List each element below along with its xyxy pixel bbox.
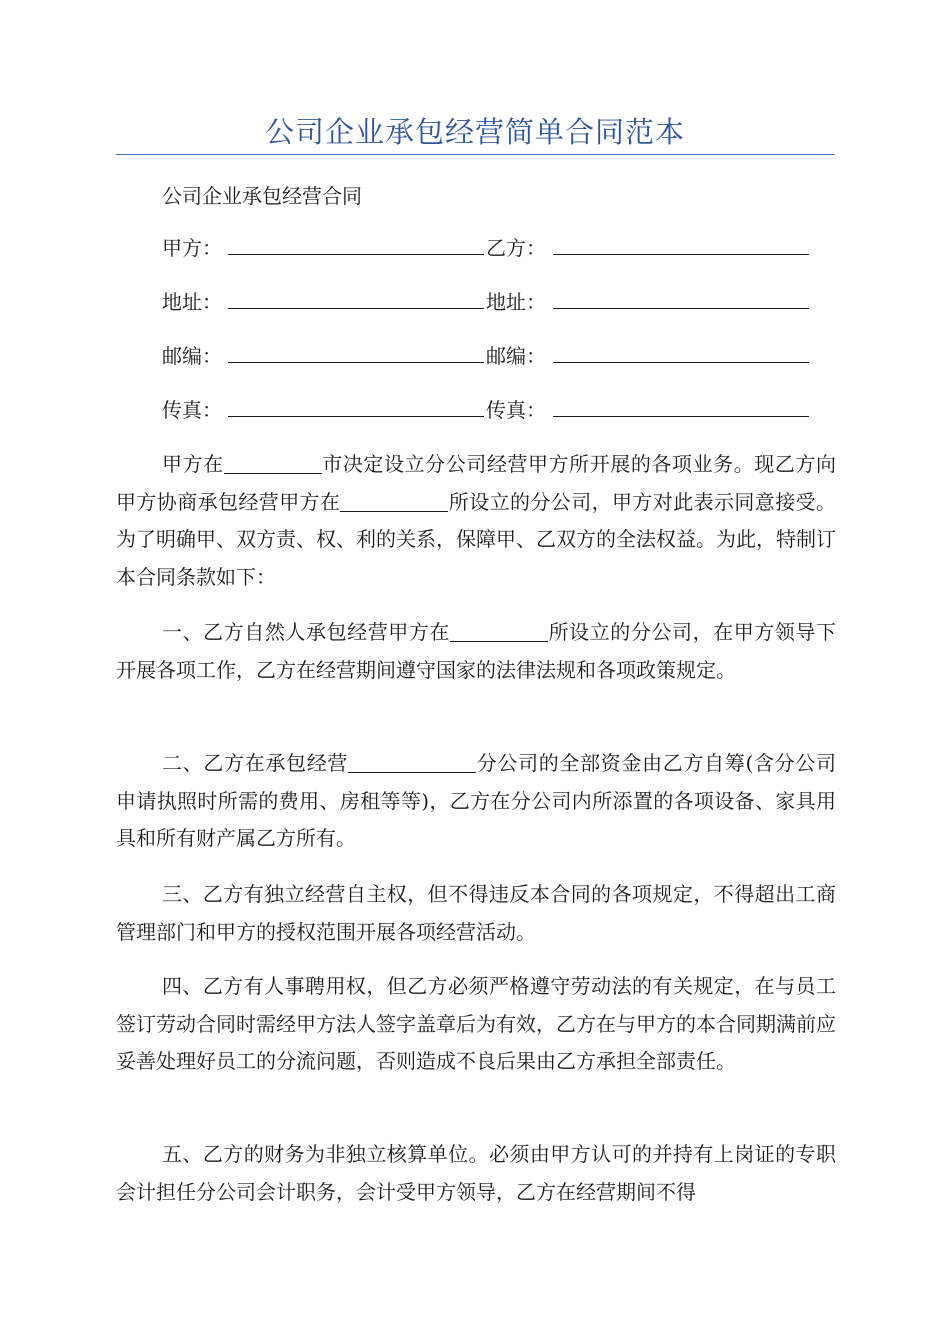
- party-row: [162, 230, 822, 266]
- clause-2-paragraph: [116, 745, 836, 858]
- clause-1-text-a: 一、乙方自然人承包经营甲方在: [162, 620, 450, 644]
- party-a-fax-label: 传真：: [162, 398, 222, 422]
- intro-text-a: 甲方在: [162, 452, 224, 476]
- party-b-label: 乙方：: [486, 236, 546, 260]
- intro-paragraph: [116, 446, 836, 596]
- clause-4-paragraph: 四、乙方有人事聘用权，但乙方必须严格遵守劳动法的有关规定，在与员工签订劳动合同时需经甲方法人签字盖章后为有效，乙方在与甲方的本合同期满前应妥善处理好员工的分流问题，否则造成不良后果由乙方承担全部责任。: [116, 974, 836, 1073]
- fax-row: [162, 392, 822, 428]
- clause-1-location-blank: [450, 617, 548, 642]
- party-a-label: 甲方：: [162, 236, 222, 260]
- party-a-blank: [228, 254, 484, 255]
- contract-subtitle: 公司企业承包经营合同: [162, 184, 362, 208]
- party-b-address-blank: [553, 308, 809, 309]
- party-a-address-blank: [228, 308, 484, 309]
- intro-text-b: 市决定设立分公司经营甲方所开展的各项业务。现乙方向甲方协商承包经营甲方在: [116, 452, 837, 514]
- document-title: 公司企业承包经营简单合同范本: [264, 115, 685, 149]
- clause-2-branch-blank: [348, 748, 476, 773]
- clause-1-paragraph: [116, 614, 836, 689]
- party-b-postcode-label: 邮编：: [486, 344, 546, 368]
- intro-location-blank: [340, 487, 448, 512]
- party-a-fax-blank: [228, 416, 484, 417]
- party-b-postcode-blank: [553, 362, 809, 363]
- party-a-postcode-label: 邮编：: [162, 344, 222, 368]
- party-b-fax-label: 传真：: [486, 398, 546, 422]
- clause-5-paragraph: 五、乙方的财务为非独立核算单位。必须由甲方认可的并持有上岗证的专职会计担任分公司会计职务，会计受甲方领导，乙方在经营期间不得: [116, 1142, 836, 1204]
- clause-3-paragraph: 三、乙方有独立经营自主权，但不得违反本合同的各项规定，不得超出工商管理部门和甲方的授权范围开展各项经营活动。: [116, 882, 836, 944]
- party-a-postcode-blank: [228, 362, 484, 363]
- title-underline: [116, 154, 835, 155]
- intro-text-c: 所设立的分公司，甲方对此表示同意接受。为了明确甲、双方责、权、利的关系，保障甲、乙双方的全法权益。为此，特制订本合同条款如下：: [116, 489, 837, 589]
- clause-2-text-b: 分公司的全部资金由乙方自筹(含分公司申请执照时所需的费用、房租等等)，乙方在分公司内所添置的各项设备、家具用具和所有财产属乙方所有。: [116, 751, 836, 850]
- intro-city-blank: [224, 449, 322, 474]
- party-a-address-label: 地址：: [162, 290, 222, 314]
- party-b-blank: [553, 254, 809, 255]
- postcode-row: [162, 338, 822, 374]
- clause-1-text-b: 所设立的分公司，在甲方领导下开展各项工作，乙方在经营期间遵守国家的法律法规和各项政策规定。: [116, 620, 836, 682]
- clause-2-text-a: 二、乙方在承包经营: [162, 751, 349, 775]
- party-b-fax-blank: [553, 416, 809, 417]
- party-b-address-label: 地址：: [486, 290, 546, 314]
- address-row: [162, 284, 822, 320]
